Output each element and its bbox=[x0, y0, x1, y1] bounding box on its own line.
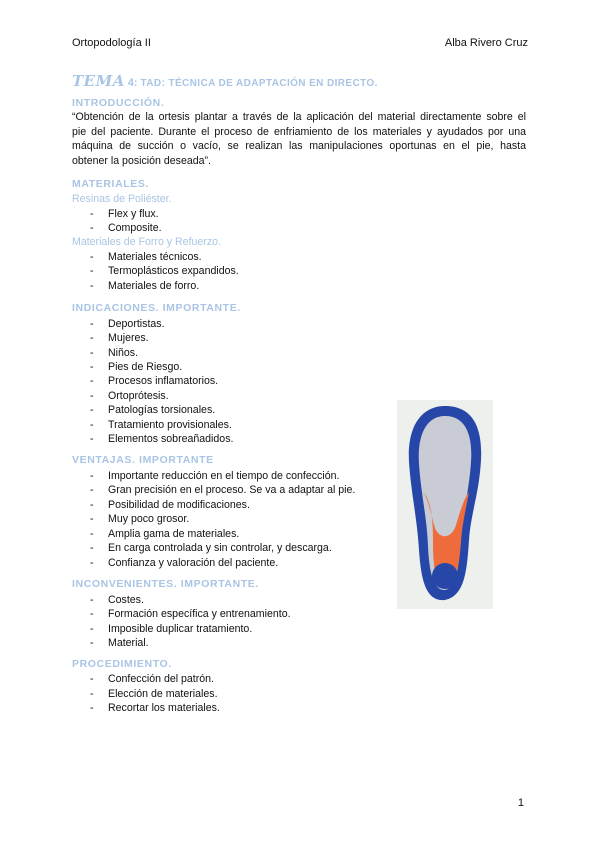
subheading-resinas: Resinas de Poliéster. bbox=[72, 193, 172, 205]
heading-ventajas: VENTAJAS. IMPORTANTE bbox=[72, 454, 214, 466]
subheading-forro: Materiales de Forro y Refuerzo. bbox=[72, 236, 221, 248]
list-item: - Materiales de forro. bbox=[90, 280, 200, 292]
insole-heel-cup bbox=[432, 563, 458, 589]
list-item: - Composite. bbox=[90, 222, 162, 234]
list-item: - Tratamiento provisionales. bbox=[90, 419, 232, 431]
list-item: - Elección de materiales. bbox=[90, 688, 218, 700]
list-item: - Deportistas. bbox=[90, 318, 165, 330]
heading-procedimiento: PROCEDIMIENTO. bbox=[72, 658, 172, 670]
document-title bbox=[72, 72, 378, 90]
list-item: - Formación específica y entrenamiento. bbox=[90, 608, 291, 620]
heading-indicaciones: INDICACIONES. IMPORTANTE. bbox=[72, 302, 241, 314]
page-number: 1 bbox=[517, 797, 524, 809]
list-item: - Importante reducción en el tiempo de confección. bbox=[90, 470, 340, 482]
intro-line: pie del paciente. Durante el proceso de enfriamiento de los materiales y ayudados por una bbox=[72, 125, 526, 138]
intro-line: obtener la posición deseada”. bbox=[72, 154, 211, 167]
list-item: - Posibilidad de modificaciones. bbox=[90, 499, 250, 511]
intro-line: máquina de succión o vacío, se realizan las manipulaciones oportunas en el pie, hasta bbox=[72, 140, 526, 153]
list-item: - Recortar los materiales. bbox=[90, 702, 220, 714]
list-item: - Mujeres. bbox=[90, 332, 149, 344]
list-item: - Muy poco grosor. bbox=[90, 513, 190, 525]
header-author: Alba Rivero Cruz bbox=[444, 37, 528, 49]
heading-materiales: MATERIALES. bbox=[72, 178, 149, 190]
list-item: - Ortoprótesis. bbox=[90, 390, 169, 402]
list-item: - Procesos inflamatorios. bbox=[90, 375, 219, 387]
insole-photo bbox=[397, 400, 493, 609]
list-item: - Imposible duplicar tratamiento. bbox=[90, 623, 253, 635]
list-item: - Termoplásticos expandidos. bbox=[90, 265, 239, 277]
list-item: - Elementos sobreañadidos. bbox=[90, 433, 234, 445]
list-item: - Niños. bbox=[90, 347, 139, 359]
intro-paragraph bbox=[72, 110, 526, 168]
heading-introduccion: INTRODUCCIÓN. bbox=[72, 97, 165, 109]
list-item: - Costes. bbox=[90, 594, 144, 606]
heading-inconvenientes: INCONVENIENTES. IMPORTANTE. bbox=[72, 578, 259, 590]
list-item: - Pies de Riesgo. bbox=[90, 361, 183, 373]
list-item: - Patologías torsionales. bbox=[90, 404, 216, 416]
list-item: - Flex y flux. bbox=[90, 208, 159, 220]
list-item: - En carga controlada y sin controlar, y descarga. bbox=[90, 542, 332, 554]
title-number: 4: bbox=[127, 77, 138, 89]
list-item: - Confianza y valoración del paciente. bbox=[90, 557, 279, 569]
list-item: - Confección del patrón. bbox=[90, 673, 215, 685]
list-item: - Materiales técnicos. bbox=[90, 251, 202, 263]
list-item: - Amplia gama de materiales. bbox=[90, 528, 240, 540]
title-tema: TEMA bbox=[72, 72, 125, 90]
title-text: TAD: TÉCNICA DE ADAPTACIÓN EN DIRECTO. bbox=[140, 78, 378, 89]
intro-line: “Obtención de la ortesis plantar a través de la aplicación del material directamente sobre el bbox=[72, 111, 526, 123]
list-item: - Gran precisión en el proceso. Se va a adaptar al pie. bbox=[90, 484, 356, 496]
header-course: Ortopodología II bbox=[72, 37, 151, 49]
list-item: - Material. bbox=[90, 637, 149, 649]
